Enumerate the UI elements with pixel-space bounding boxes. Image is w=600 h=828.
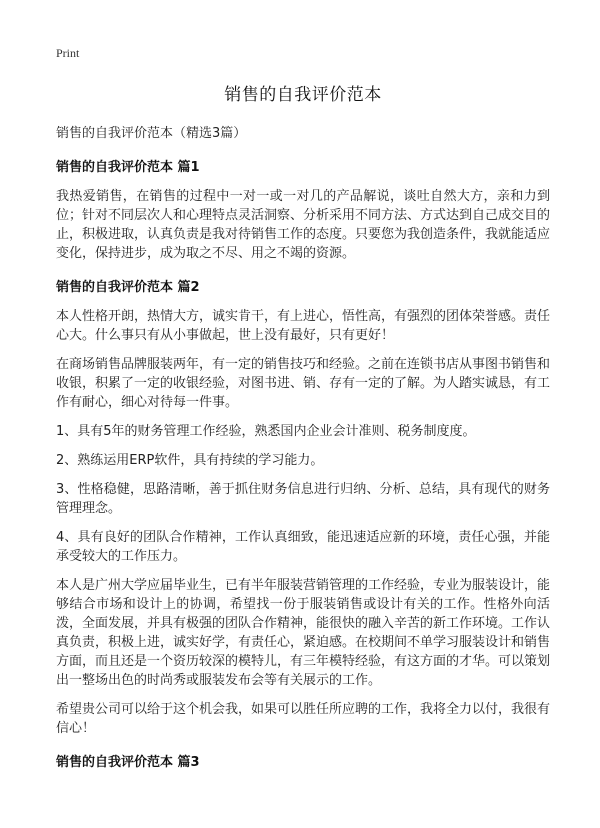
section-heading-3: 销售的自我评价范本 篇3 — [56, 755, 200, 770]
print-link[interactable]: Print — [56, 46, 80, 60]
section-2-list-item-3: 3、性格稳健，思路清晰，善于抓住财务信息进行归纳、分析、总结，具有现代的财务管理理念。 — [56, 482, 550, 516]
document-subtitle: 销售的自我评价范本（精选3篇） — [56, 126, 247, 141]
page-title: 销售的自我评价范本 — [224, 85, 382, 105]
section-heading-1: 销售的自我评价范本 篇1 — [56, 160, 200, 175]
section-2-list-item-4: 4、具有良好的团队合作精神，工作认真细致，能迅速适应新的环境，责任心强，并能承受较大的工作压力。 — [56, 530, 550, 564]
section-2-paragraph-2: 在商场销售品牌服装两年，有一定的销售技巧和经验。之前在连锁书店从事图书销售和收银，积累了一定的收银经验，对图书进、销、存有一定的了解。为人踏实诚恳，有工作有耐心，细心对待每一件事。 — [56, 357, 551, 410]
section-2-paragraph-4: 希望贵公司可以给于这个机会我，如果可以胜任所应聘的工作，我将全力以付，我很有信心！ — [56, 702, 551, 736]
section-1-paragraph-1: 我热爱销售，在销售的过程中一对一或一对几的产品解说，谈吐自然大方，亲和力到位；针对不同层次人和心理特点灵活洞察、分析采用不同方法、方式达到自己成交目的止，积极进取，认真负责是我对待销售工作的态度。只要您为我创造条件，我就能适应变化，保持进步，成为取之不尽、用之不竭的资源。 — [56, 189, 551, 261]
section-2-paragraph-1: 本人性格开朗，热情大方，诚实肯干，有上进心，悟性高，有强烈的团体荣誉感。责任心大。什么事只有从小事做起，世上没有最好，只有更好！ — [56, 309, 551, 343]
document-page — [56, 80, 550, 772]
section-2-list-item-2: 2、熟练运用ERP软件，具有持续的学习能力。 — [56, 453, 324, 468]
section-2-paragraph-3: 本人是广州大学应届毕业生，已有半年服装营销管理的工作经验，专业为服装设计，能够结合市场和设计上的协调，希望找一份于服装销售或设计有关的工作。性格外向活泼，全面发展，并具有极强的团队合作精神，能很快的融入辛苦的新工作环境。工作认真负责，积极上进，诚实好学，有责任心，紧迫感。在校期间不单学习服装设计和销售方面，而且还是一个资历较深的模特儿，有三年模特经验，有这方面的才华。可以策划出一整场出色的时尚秀或服装发布会等有关展示的工作。 — [56, 578, 551, 688]
section-2-list-item-1: 1、具有5年的财务管理工作经验，熟悉国内企业会计准则、税务制度度。 — [56, 424, 476, 439]
section-heading-2: 销售的自我评价范本 篇2 — [56, 280, 200, 295]
